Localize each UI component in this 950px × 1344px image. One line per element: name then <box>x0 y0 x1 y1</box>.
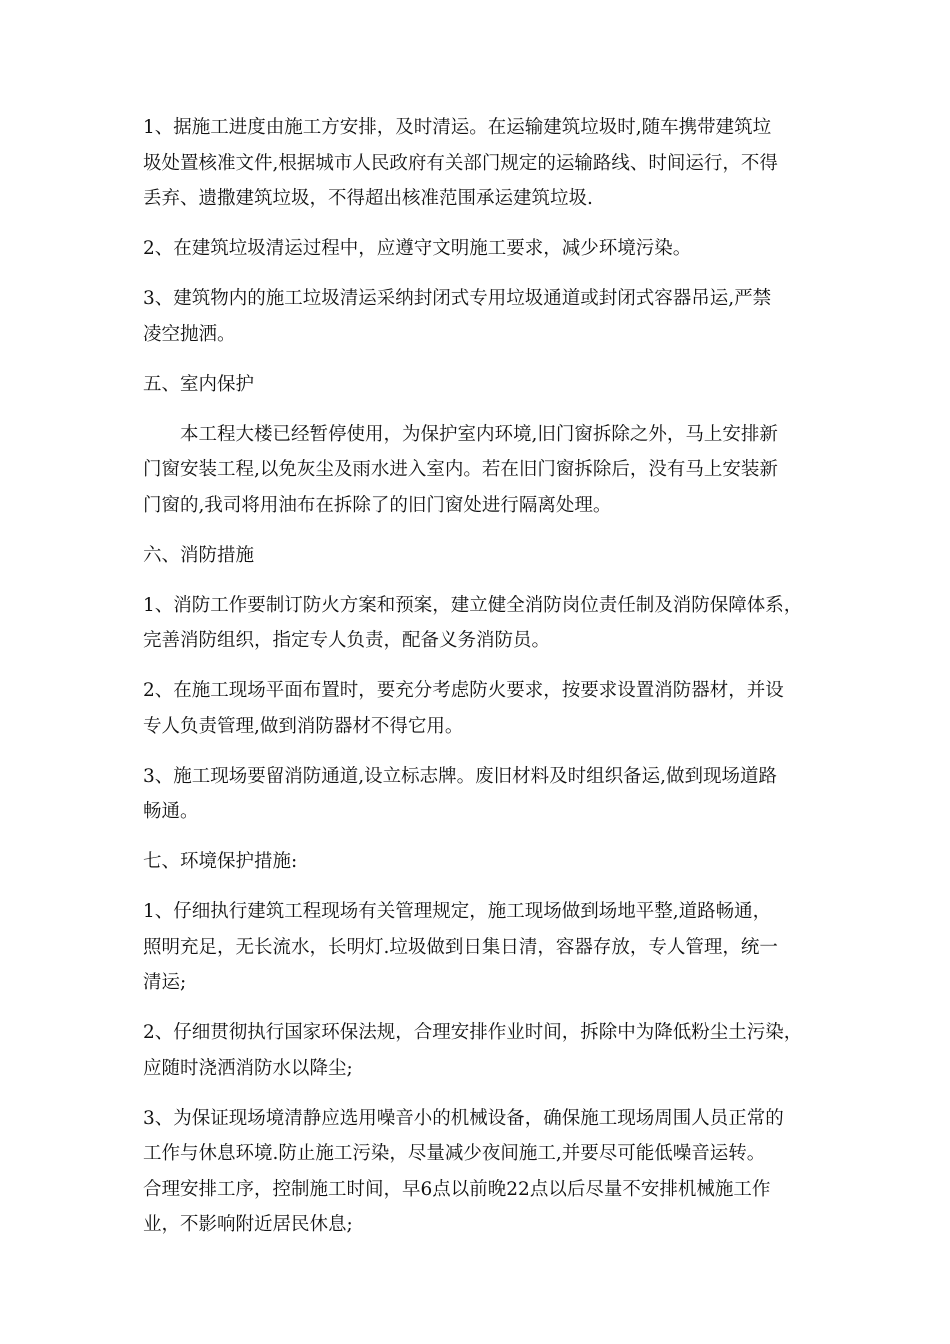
section-heading-fire-protection <box>143 538 818 574</box>
text-line: 门窗的,我司将用油布在拆除了的旧门窗处进行隔离处理。 <box>143 494 612 516</box>
paragraph-waste-3 <box>143 281 818 352</box>
paragraph-environment-2 <box>143 1015 818 1086</box>
text-line: 3、建筑物内的施工垃圾清运采纳封闭式专用垃圾通道或封闭式容器吊运,严禁 <box>143 288 772 309</box>
text-line: 2、仔细贯彻执行国家环保法规，合理安排作业时间，拆除中为降低粉尘土污染， <box>143 1022 803 1043</box>
section-heading-environment <box>143 844 818 880</box>
text-line: 本工程大楼已经暂停使用，为保护室内环境,旧门窗拆除之外，马上安排新 <box>180 423 778 445</box>
text-line: 业，不影响附近居民休息; <box>143 1214 353 1235</box>
text-line: 圾处置核准文件,根据城市人民政府有关部门规定的运输路线、时间运行，不得 <box>143 152 778 174</box>
document-body <box>143 110 818 1257</box>
text-line: 丢弃、遗撒建筑垃圾，不得超出核准范围承运建筑垃圾. <box>143 188 593 209</box>
text-line: 凌空抛洒。 <box>143 323 236 345</box>
text-line: 畅通。 <box>143 801 199 822</box>
paragraph-fire-2 <box>143 673 818 744</box>
paragraph-waste-2 <box>143 231 818 267</box>
text-line: 专人负责管理,做到消防器材不得它用。 <box>143 715 464 737</box>
text-line: 门窗安装工程,以免灰尘及雨水进入室内。若在旧门窗拆除后，没有马上安装新 <box>143 459 778 480</box>
text-line: 1、仔细执行建筑工程现场有关管理规定，施工现场做到场地平整,道路畅通， <box>143 901 772 922</box>
text-line: 照明充足，无长流水，长明灯.垃圾做到日集日清，容器存放，专人管理，统一 <box>143 936 778 958</box>
paragraph-waste-1 <box>143 110 818 217</box>
heading-line: 七、环境保护措施: <box>143 851 298 872</box>
text-line: 2、在建筑垃圾清运过程中，应遵守文明施工要求，减少环境污染。 <box>143 238 692 259</box>
paragraph-fire-3 <box>143 759 818 830</box>
text-line: 合理安排工序，控制施工时间，早6点以前晚22点以后尽量不安排机械施工作 <box>143 1178 771 1200</box>
paragraph-environment-3 <box>143 1101 818 1243</box>
text-line: 清运; <box>143 972 187 993</box>
text-line: 3、为保证现场境清静应选用噪音小的机械设备，确保施工现场周围人员正常的 <box>143 1107 784 1129</box>
heading-line: 五、室内保护 <box>143 373 255 395</box>
section-heading-indoor-protection <box>143 367 818 403</box>
text-line: 工作与休息环境.防止施工污染，尽量减少夜间施工,并要尽可能低噪音运转。 <box>143 1143 766 1164</box>
text-line: 3、施工现场要留消防通道,设立标志牌。废旧材料及时组织备运,做到现场道路 <box>143 765 778 787</box>
text-line: 完善消防组织，指定专人负责，配备义务消防员。 <box>143 630 551 651</box>
paragraph-indoor-protection <box>143 417 818 524</box>
text-line: 应随时浇洒消防水以降尘; <box>143 1057 353 1079</box>
text-line: 2、在施工现场平面布置时，要充分考虑防火要求，按要求设置消防器材，并设 <box>143 680 784 701</box>
heading-line: 六、消防措施 <box>143 544 255 566</box>
paragraph-environment-1 <box>143 894 818 1001</box>
text-line: 1、据施工进度由施工方安排，及时清运。在运输建筑垃圾时,随车携带建筑垃 <box>143 117 772 138</box>
paragraph-fire-1 <box>143 588 818 659</box>
text-line: 1、消防工作要制订防火方案和预案，建立健全消防岗位责任制及消防保障体系， <box>143 594 803 616</box>
